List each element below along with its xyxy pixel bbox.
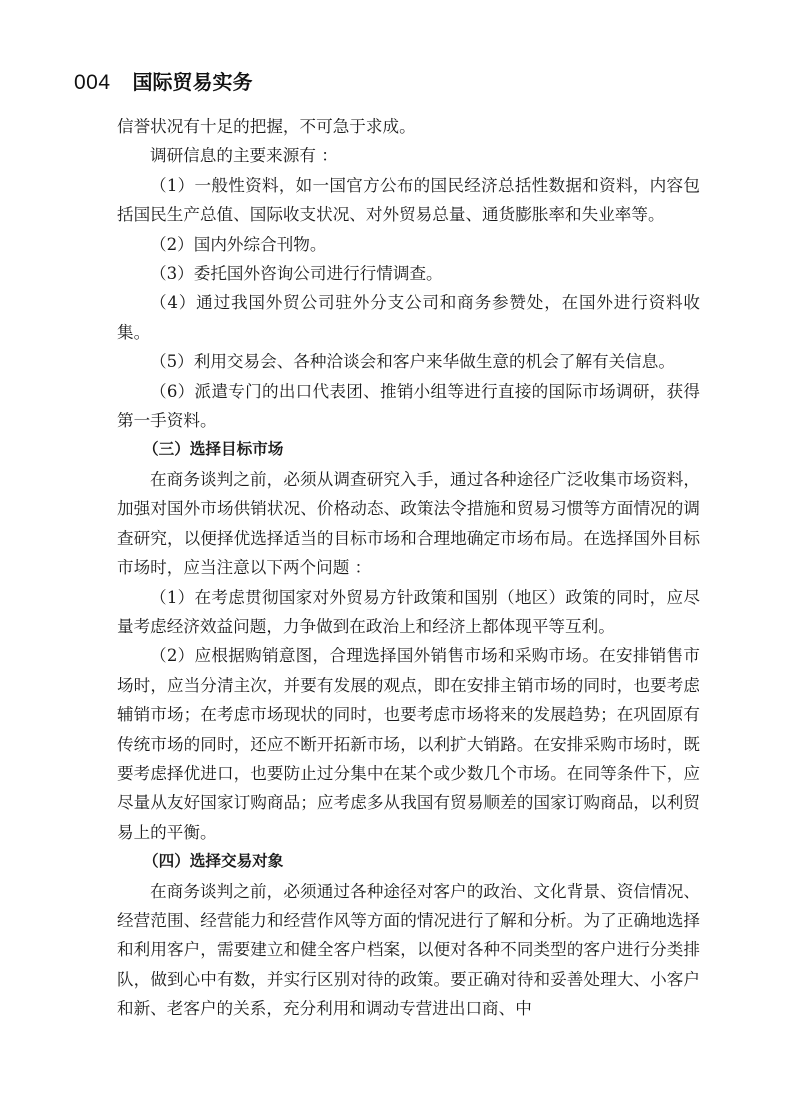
page-header	[74, 66, 253, 100]
list-item: （1）一般性资料，如一国官方公布的国民经济总括性数据和资料，内容包括国民生产总值、国际收支状况、对外贸易总量、通货膨胀率和失业率等。	[117, 175, 700, 225]
book-title: 国际贸易实务	[132, 70, 253, 94]
list-item: （2）应根据购销意图，合理选择国外销售市场和采购市场。在安排销售市场时，应当分清主次，并要有发展的观点，即在安排主销市场的同时，也要考虑辅销市场；在考虑市场现状的同时，也要考虑市场将来的发展趋势；在巩固原有传统市场的同时，还应不断开拓新市场，以利扩大销路。在安排采购市场时，既要考虑择优进口，也要防止过分集中在某个或少数几个市场。在同等条件下，应尽量从友好国家订购商品；应考虑多从我国有贸易顺差的国家订购商品，以利贸易上的平衡。	[117, 646, 700, 842]
paragraph: 调研信息的主要来源有 ：	[150, 146, 338, 166]
section-heading: （三）选择目标市场	[143, 440, 284, 459]
list-item: （4）通过我国外贸公司驻外分支公司和商务参赞处，在国外进行资料收集。	[117, 293, 700, 342]
paragraph: 在商务谈判之前，必须从调查研究入手，通过各种途径广泛收集市场资料，加强对国外市场供销状况、价格动态、政策法令措施和贸易习惯等方面情况的调查研究，以便择优选择适当的目标市场和合理地确定市场布局。在选择国外目标市场时，应当注意以下两个问题 ：	[117, 469, 700, 578]
paragraph-continuation: 信誉状况有十足的把握，不可急于求成。	[117, 117, 416, 136]
list-item: （1）在考虑贯彻国家对外贸易方针政策和国别（地区）政策的同时，应尽量考虑经济效益问题，力争做到在政治上和经济上都体现平等互利。	[117, 587, 700, 636]
page-body	[117, 112, 700, 1024]
section-heading: （四）选择交易对象	[143, 852, 284, 871]
list-item: （3）委托国外咨询公司进行行情调查。	[150, 264, 443, 284]
list-item: （5）利用交易会、各种洽谈会和客户来华做生意的机会了解有关信息。	[150, 352, 675, 372]
list-item: （6）派遣专门的出口代表团、推销小组等进行直接的国际市场调研，获得第一手资料。	[117, 381, 700, 431]
page-number: 004	[74, 71, 111, 94]
list-item: （2）国内外综合刊物。	[150, 234, 327, 254]
paragraph: 在商务谈判之前，必须通过各种途径对客户的政治、文化背景、资信情况、经营范围、经营能力和经营作风等方面的情况进行了解和分析。为了正确地选择和利用客户，需要建立和健全客户档案，以便对各种不同类型的客户进行分类排队，做到心中有数，并实行区别对待的政策。要正确对待和妥善处理大、小客户和新、老客户的关系，充分利用和调动专营进出口商、中	[117, 881, 700, 1019]
